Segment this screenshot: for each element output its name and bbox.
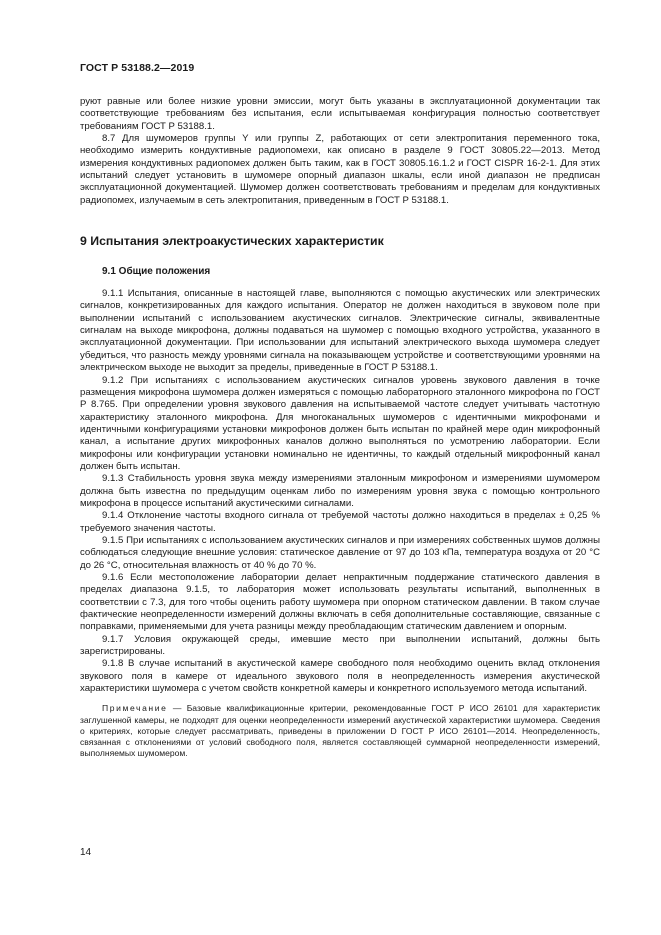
document-header: ГОСТ Р 53188.2—2019 — [80, 62, 195, 74]
paragraph-9-1-5: 9.1.5 При испытаниях с использованием акустических сигналов и при измерениях собственных шумов должны соблюдаться следующие внешние условия: статическое давление от 97 до 103 кПа, температура воздуха от 20 °С до 26 °С, относительная влажность от 40 % до 70 %. — [80, 534, 600, 571]
paragraph-9-1-4: 9.1.4 Отклонение частоты входного сигнала от требуемой частоты должно находиться в пределах ± 0,25 % требуемого значения частоты. — [80, 510, 600, 534]
section-title: 9 Испытания электроакустических характеристик — [80, 234, 384, 249]
paragraph-9-1-3: 9.1.3 Стабильность уровня звука между измерениями эталонным микрофоном и измерениями шумомером должна быть известна по предыдущим оценкам либо по измерениям уровня звука с помощью контрольного микрофона в процессе испытаний акустическими сигналами. — [80, 473, 600, 509]
paragraph-9-1-8: 9.1.8 В случае испытаний в акустической камере свободного поля необходимо оценить вклад отклонения звукового поля в камере от идеального звукового поля в неопределенность измерения акустической характеристики шумомера с учетом свойств конкретной камеры и конкретного используемого метода испытаний. — [80, 658, 600, 695]
document-body — [80, 96, 600, 759]
note-text: — Базовые квалификационные критерии, рекомендованные ГОСТ Р ИСО 26101 для характеристик заглушенной камеры, не подходят для оценки неопределенности измерений акустической характеристики шумомера. Сведения о критериях, которые следует рассматривать, приведены в приложении D ГОСТ Р ИСО 26101—2014. Неопределенность, связанная с отклонениями от условий свободного поля, является составляющей суммарной неопределенности измерений, выполняемых шумомером. — [80, 703, 600, 759]
paragraph-9-1-7: 9.1.7 Условия окружающей среды, имевшие место при выполнении испытаний, должны быть зарегистрированы. — [80, 633, 600, 658]
note — [80, 703, 600, 759]
paragraph-9-1-2: 9.1.2 При испытаниях с использованием акустических сигналов уровень звукового давления в точке размещения микрофона шумомера должен измеряться с помощью лабораторного эталонного микрофона по ГОСТ Р 8.765. При определении уровня звукового давления на испытываемой частоте следует учитывать частотную характеристику эталонного микрофона. Для многоканальных шумомеров с идентичными микрофонами и идентичными конфигурациями установки микрофонов должен быть испытан по крайней мере один микрофонный канал, а испытание других микрофонных каналов должно выполняться по усмотрению лаборатории. Если микрофоны или конфигурации установки номинально не идентичны, то каждый отдельный микрофонный канал должен быть испытан. — [80, 374, 600, 472]
page-number: 14 — [80, 847, 92, 858]
note-label: Примечание — [102, 703, 168, 714]
paragraph-continuation: руют равные или более низкие уровни эмиссии, могут быть указаны в эксплуатационной документации так соответствующие требованиям без испытания, если испытываемая конфигурация полностью соответствует требованиям ГОСТ Р 53188.1. — [80, 96, 600, 132]
paragraph-8-7: 8.7 Для шумомеров группы Y или группы Z, работающих от сети электропитания переменного тока, необходимо измерить кондуктивные радиопомехи, как описано в разделе 9 ГОСТ 30805.22—2013. Метод измерения кондуктивных радиопомех должен быть таким, как в ГОСТ 30805.16.1.2 и ГОСТ CISPR 16-2-1. Для этих испытаний следует установить в шумомере опорный диапазон шкалы, если иной диапазон не предписан эксплуатационной документацией. Шумомер должен соответствовать требованиям и пределам для кондуктивных радиопомех, излучаемым в сеть электропитания, приведенным в ГОСТ Р 53188.1. — [80, 133, 600, 206]
paragraph-9-1-1: 9.1.1 Испытания, описанные в настоящей главе, выполняются с помощью акустических или электрических сигналов, конкретизированных для каждого испытания. Оператор не должен находиться в звуковом поле при выполнении испытаний с использованием акустических сигналов. Электрические сигналы, эквивалентные сигналам на выходе микрофона, должны подаваться на шумомер с помощью входного устройства, указанного в эксплуатационной документации. При использовании для испытаний электрического выхода шумомера следует убедиться, что разность между уровнями сигнала на показывающем устройстве и соответствующими уровнями на электрическом выходе не выходит за пределы, приведенные в ГОСТ Р 53188.1. — [80, 288, 600, 374]
paragraph-9-1-6: 9.1.6 Если местоположение лаборатории делает непрактичным поддержание статического давления в пределах диапазона 9.1.5, то лаборатория может использовать результаты испытаний, выполненных в соответствии с 7.3, для того чтобы оценить работу шумомера при опорном статическом давлении. В таком случае фактические неопределенности измерений должны включать в себя дополнительные составляющие, связанные с поправками, применяемыми для учета разницы между преобладающим статическим давлением и опорным. — [80, 572, 600, 633]
subsection-title: 9.1 Общие положения — [102, 266, 211, 278]
